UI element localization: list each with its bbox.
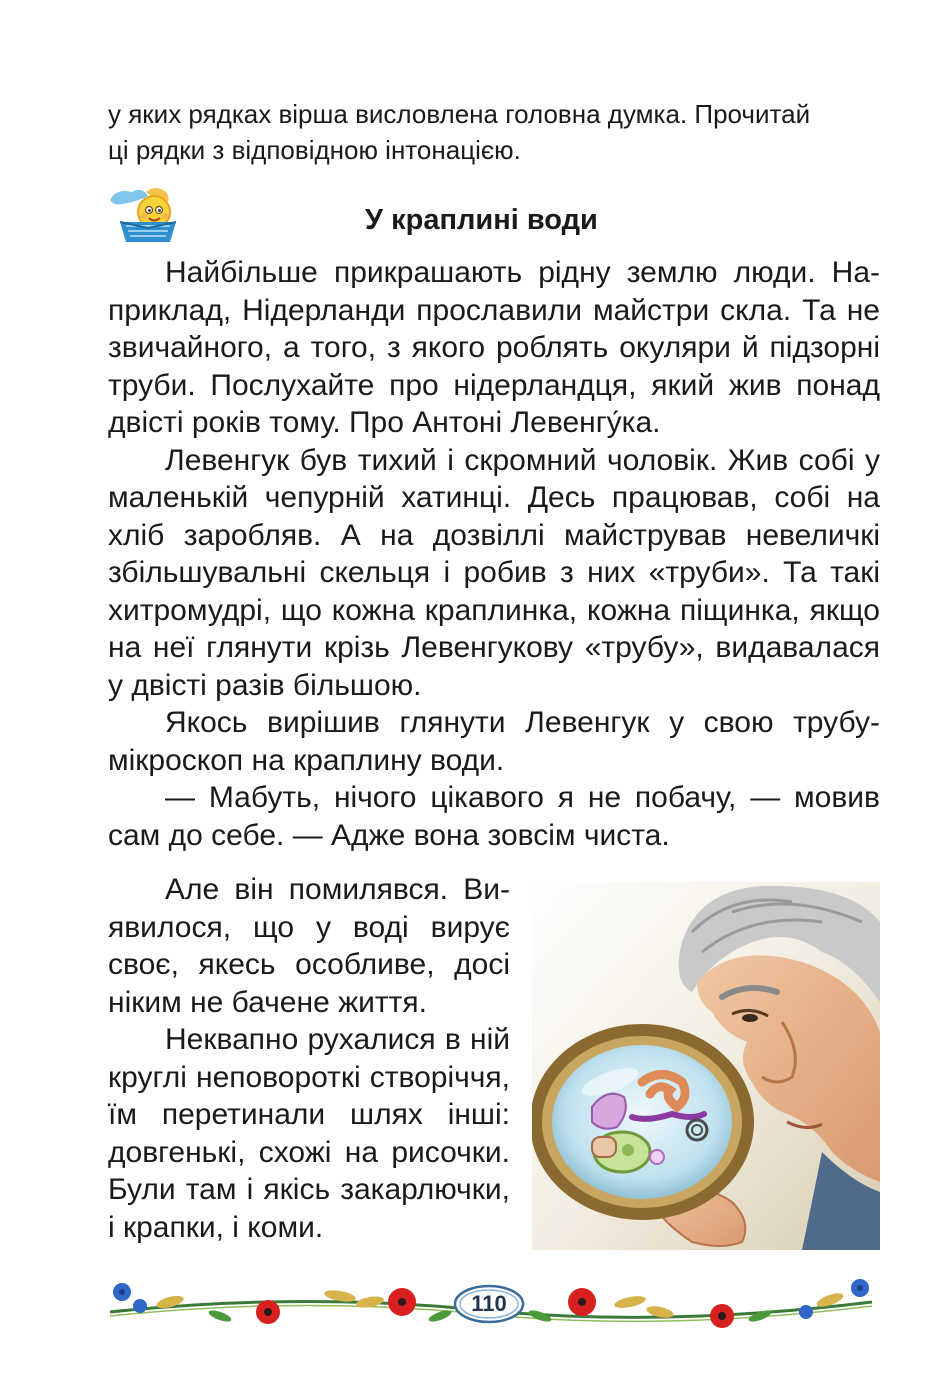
page-number: 110 <box>471 1291 507 1316</box>
intro-line-2: ці рядки з відповідною інтонацією. <box>108 135 521 165</box>
story-paragraph: Найбільше прикрашають рідну землю люди. Наприклад, Нідерланди прославили майстри скла. Та не звичайного, а того, з якого роблять окуляри й підзорні труби. Послухайте про нідерландця, який жив понад двісті років тому. Про Антоні Левенгу́ка. <box>108 256 880 439</box>
story-paragraph: — Мабуть, нічого цікавого я не побачу, — мовив сам до себе. — Адже вона зовсім чиста. <box>108 781 880 852</box>
story-paragraph: Неквапно рухалися в ній круглі неповороткі створіччя, їм перетинали шлях інші: довгенькі, схожі на рисочки. Були там і якісь закарлючки, і крапки, і коми. <box>108 1023 510 1244</box>
story-paragraph: Але він помилявся. Виявилося, що у воді вирує своє, якесь особливе, досі ніким не бачене життя. <box>108 873 510 1019</box>
story-paragraph: Якось вирішив глянути Левенгук у свою трубу-мікроскоп на краплину води. <box>108 706 880 777</box>
story-main-text <box>108 254 880 854</box>
reading-sun-book-icon <box>106 182 184 246</box>
intro-text <box>108 96 880 168</box>
intro-line-1: у яких рядках вірша висловлена головна думка. Прочитай <box>108 99 811 129</box>
story-side-text <box>108 871 510 1246</box>
story-title: У краплині води <box>365 204 598 236</box>
story-paragraph: Левенгук був тихий і скромний чоловік. Жив собі у маленькій чепурній хатинці. Десь працював, собі на хліб заробляв. А на дозвіллі майстрував невеличкі збільшувальні скельця і робив з них «труби». Та такі хитромудрі, що кожна краплинка, кожна піщинка, якщо на неї глянути крізь Левенгукову «трубу», видавалася у двісті разів більшою. <box>108 443 880 702</box>
old-man-magnifying-glass-illustration <box>532 882 880 1250</box>
